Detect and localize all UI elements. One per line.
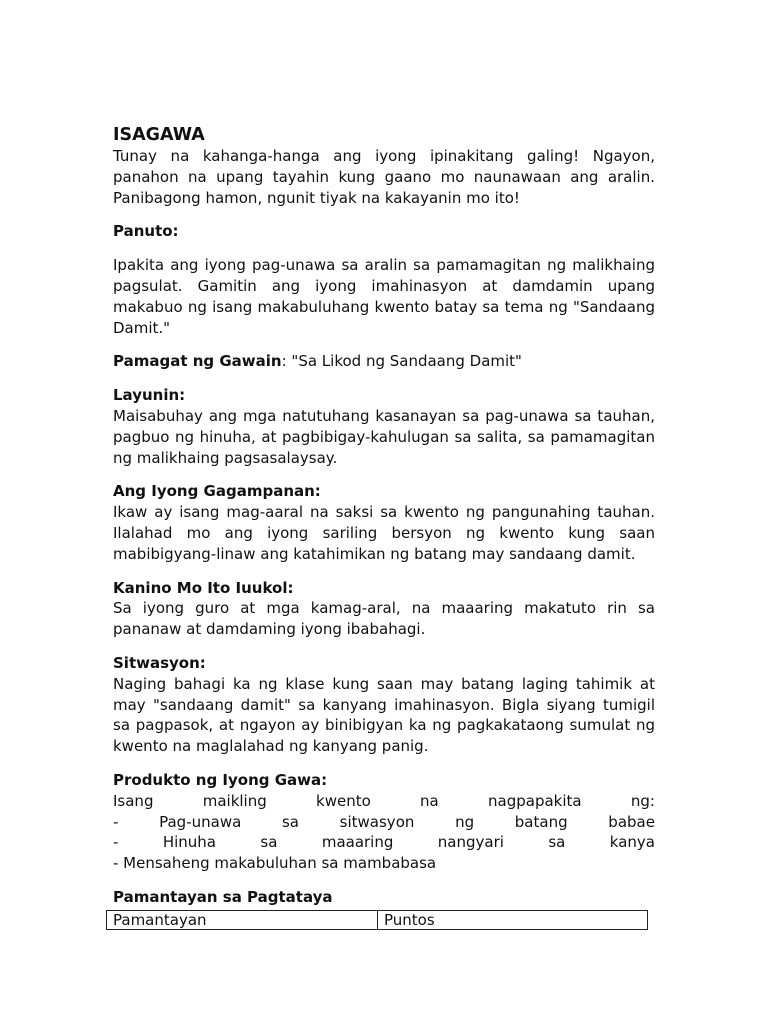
produkto-word: Pag-unawa [159, 812, 242, 831]
panuto-label: Panuto: [113, 222, 179, 241]
page-title: ISAGAWA [113, 125, 205, 145]
table-header-puntos: Puntos [378, 911, 648, 930]
produkto-word: - [113, 812, 119, 831]
layunin-label: Layunin: [113, 386, 186, 405]
produkto-word: sa [548, 833, 566, 852]
produkto-word: babae [608, 812, 655, 831]
produkto-word: nangyari [437, 833, 504, 852]
produkto-word: maaaring [321, 833, 394, 852]
intro-paragraph: Tunay na kahanga-hanga ang iyong ipinakitang galing! Ngayon, panahon na upang tayahin kung gaano mo naunawaan ang aralin. Panibagong hamon, ngunit tiyak na kakayanin mo ito! [113, 147, 655, 207]
gagampanan-label: Ang Iyong Gagampanan: [113, 482, 321, 501]
pamagat-text: : "Sa Likod ng Sandaang Damit" [281, 352, 522, 371]
produkto-word: sitwasyon [339, 812, 415, 831]
produkto-word: batang [514, 812, 568, 831]
produkto-word: ng: [630, 791, 655, 810]
produkto-word: sa [281, 812, 299, 831]
produkto-line [113, 832, 655, 853]
pamantayan-label: Pamantayan sa Pagtataya [113, 887, 333, 906]
produkto-word: maikling [202, 791, 267, 810]
rubric-table [106, 910, 648, 930]
sitwasyon-label: Sitwasyon: [113, 653, 206, 672]
table-header-pamantayan: Pamantayan [107, 911, 378, 930]
produkto-word: kanya [609, 833, 655, 852]
pamagat-line [113, 351, 655, 372]
produkto-line [113, 791, 655, 812]
sitwasyon-paragraph: Naging bahagi ka ng klase kung saan may batang laging tahimik at may "sandaang damit" sa kanyang imahinasyon. Bigla siyang tumigil sa pagpasok, at ngayon ay binibigyan ka ng pagkakataong sumulat ng kwento na maglalahad ng kanyang panig. [113, 674, 655, 756]
panuto-paragraph: Ipakita ang iyong pag-unawa sa aralin sa pamamagitan ng malikhaing pagsulat. Gamitin ang iyong imahinasyon at damdamin upang makabuo ng isang makabuluhang kwento batay sa tema ng "Sandaang Damit." [113, 256, 655, 337]
produkto-last-line: - Mensaheng makabuluhan sa mambabasa [113, 854, 437, 873]
gagampanan-paragraph: Ikaw ay isang mag-aaral na saksi sa kwento ng pangunahing tauhan. Ilalahad mo ang iyong sariling bersyon ng kwento kung saan mabibigyang-linaw ang katahimikan ng batang may sandaang damit. [113, 503, 655, 563]
kanino-paragraph: Sa iyong guro at mga kamag-aral, na maaaring makatuto rin sa pananaw at damdaming iyong ibabahagi. [113, 599, 655, 639]
pamagat-label: Pamagat ng Gawain [113, 352, 282, 371]
kanino-label: Kanino Mo Ito Iuukol: [113, 578, 294, 597]
produkto-word: kwento [316, 791, 371, 810]
produkto-word: Isang [113, 791, 154, 810]
produkto-label: Produkto ng Iyong Gawa: [113, 770, 328, 789]
produkto-line [113, 812, 655, 833]
produkto-list [113, 791, 655, 874]
table-header-row [107, 911, 648, 930]
document-page [113, 124, 655, 908]
produkto-word: ng [455, 812, 475, 831]
produkto-word: - [113, 833, 119, 852]
produkto-word: Hinuha [162, 833, 216, 852]
layunin-paragraph: Maisabuhay ang mga natutuhang kasanayan sa pag-unawa sa tauhan, pagbuo ng hinuha, at pagbibigay-kahulugan sa salita, sa pamamagitan ng malikhaing pagsasalaysay. [113, 406, 655, 467]
produkto-word: na [420, 791, 439, 810]
produkto-word: sa [260, 833, 278, 852]
produkto-word: nagpapakita [488, 791, 582, 810]
